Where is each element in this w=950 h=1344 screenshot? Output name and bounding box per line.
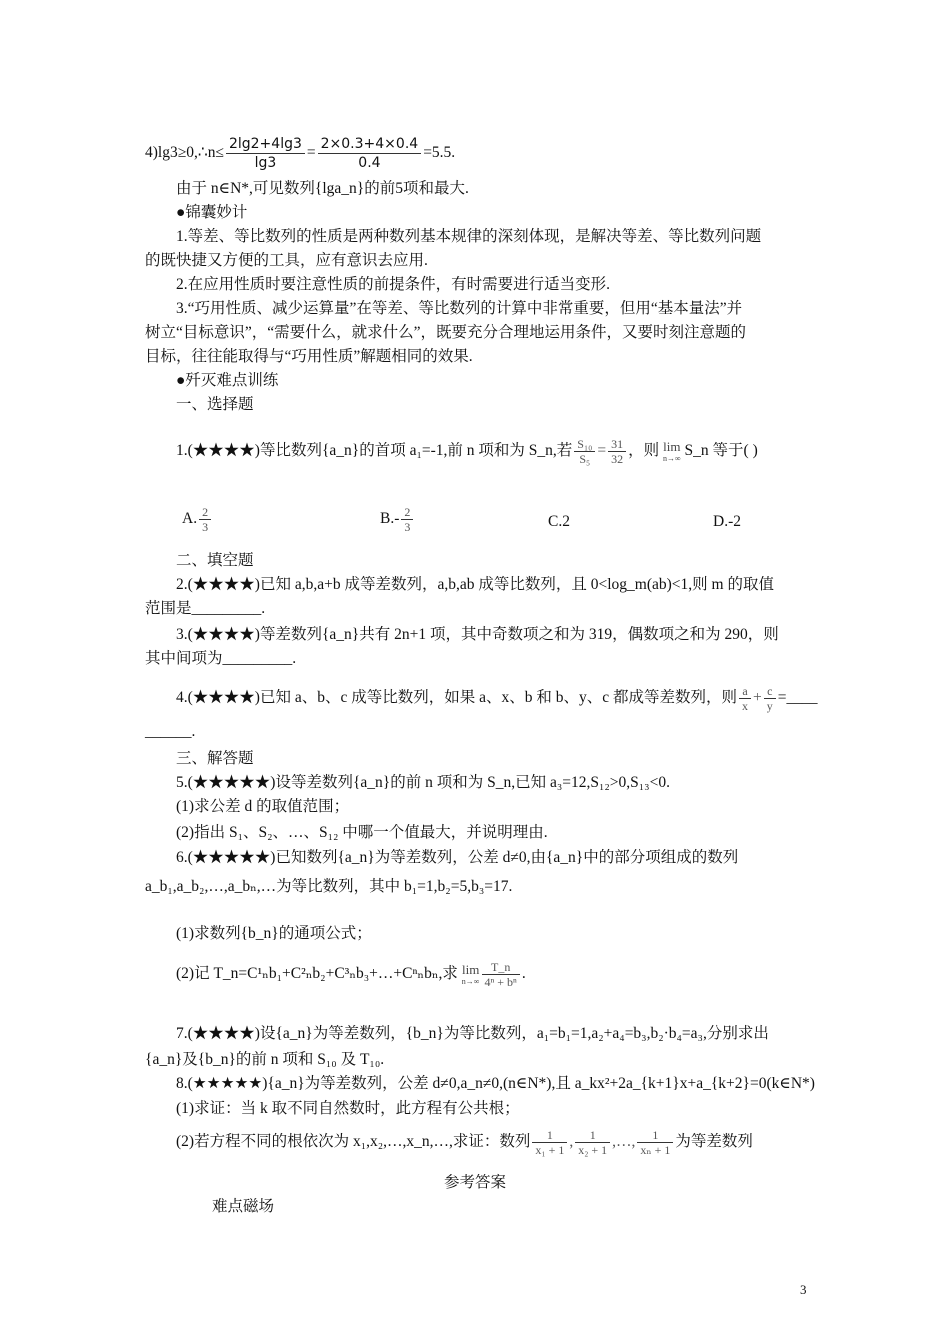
fraction	[637, 1128, 673, 1157]
question-5-part-2: (2)指出 S₁、S₂、…、S₁₂ 中哪一个值最大，并说明理由.	[176, 824, 548, 841]
question-6: 6.(★★★★★)已知数列{a_n}为等差数列，公差 d≠0,由{a_n}中的部分项组成的数列	[176, 849, 739, 866]
fraction	[199, 505, 211, 534]
question-5-part-1: (1)求公差 d 的取值范围；	[176, 798, 350, 815]
lim-subscript: n→∞	[461, 977, 480, 986]
question-2: 2.(★★★★)已知 a,b,a+b 成等差数列，a,b,ab 成等比数列，且 0<log_m(ab)<1,则 m 的取值	[176, 576, 774, 593]
option-a	[182, 505, 213, 534]
option-d: D.-2	[713, 513, 741, 530]
fraction-numerator: 2×0.3+4×0.4	[318, 135, 422, 154]
fraction-numerator: T_n	[482, 960, 520, 975]
text: 1.(★★★★)等比数列{a_n}的首项 a₁=-1,前 n 项和为 S_n,若	[176, 442, 573, 460]
question-8-part-2: (2)若方程不同的根依次为 x₁,x₂,…,x_n,…,求证：数列 $\frac{1}{\text{x₁ + 1}}$ , $\frac{1}{\text{x₂ + 1}}$ ,…, $\frac{1}{\text{xₙ + 1}}$ 为等差数列	[176, 1128, 753, 1157]
limit-operator	[462, 963, 480, 986]
question-8: 8.(★★★★★){a_n}为等差数列，公差 d≠0,a_n≠0,(n∈N*),且 a_kx²+2a_{k+1}x+a_{k+2}=0(k∈N*)	[176, 1075, 815, 1092]
fraction	[482, 960, 520, 989]
fraction-denominator: xₙ + 1	[640, 1143, 671, 1157]
fraction	[764, 684, 776, 713]
tip-1: 1.等差、等比数列的性质是两种数列基本规律的深刻体现，是解决等差、等比数列问题	[176, 228, 762, 245]
question-5: 5.(★★★★★)设等差数列{a_n}的前 n 项和为 S_n,已知 a₃=12,S₁₂>0,S₁₃<0.	[176, 774, 670, 791]
text: +	[752, 689, 762, 707]
page-number: 3	[800, 1282, 807, 1297]
answer-title: 参考答案	[444, 1174, 507, 1191]
option-label: B.-	[380, 510, 400, 528]
fraction	[401, 505, 413, 534]
question-7-cont: {a_n}及{b_n}的前 n 项和 S₁₀ 及 T₁₀.	[145, 1051, 385, 1068]
text: 4.(★★★★)已知 a、b、c 成等比数列，如果 a、x、b 和 b、y、c 都成等差数列，则	[176, 689, 737, 707]
fraction-numerator: 2	[401, 505, 413, 520]
text: 为等差数列	[675, 1133, 753, 1151]
option-b	[380, 505, 415, 534]
fraction-denominator: 4ⁿ + bⁿ	[484, 975, 517, 989]
text: ,…,	[612, 1133, 636, 1151]
limit-operator	[663, 440, 681, 463]
lim-text: lim	[461, 962, 480, 977]
text: =5.5.	[423, 144, 456, 162]
tip-3-cont: 树立“目标意识”，“需要什么，就求什么”，既要充分合理地运用条件，又要时刻注意题的	[145, 324, 747, 341]
question-6-cont: a_b₁,a_b₂,…,a_bₙ,…为等比数列，其中 b₁=1,b₂=5,b₃=17.	[145, 878, 513, 895]
fraction	[318, 135, 422, 172]
fraction-numerator: 1	[532, 1128, 567, 1143]
fraction	[739, 684, 751, 713]
fraction-denominator: x₂ + 1	[578, 1143, 608, 1157]
question-3-cont: 其中间项为_________.	[145, 650, 297, 667]
option-label: A.	[182, 510, 198, 528]
tip-3-cont: 目标，往往能取得与“巧用性质”解题相同的效果.	[145, 348, 473, 365]
text: S_n 等于( )	[684, 442, 758, 460]
section-choice: 一、选择题	[176, 396, 254, 413]
question-6-part-2	[176, 960, 526, 989]
text: 4)lg3≥0,∴n≤	[145, 144, 224, 162]
question-7: 7.(★★★★)设{a_n}为等差数列，{b_n}为等比数列，a₁=b₁=1,a₂+a₄=b₃,b₂·b₄=a₃,分别求出	[176, 1025, 769, 1042]
question-3: 3.(★★★★)等差数列{a_n}共有 2n+1 项，其中奇数项之和为 319，偶数项之和为 290，则	[176, 626, 779, 643]
question-1: 1.(★★★★)等比数列{a_n}的首项 a₁=-1,前 n 项和为 S_n,若 $\frac{\text{S₁₀}}{\text{S₅}}$ = $\frac{31}{32}$ ，则 lim n→∞ S_n 等于( )	[176, 437, 758, 466]
fraction	[608, 437, 626, 466]
fraction-numerator: c	[764, 684, 776, 699]
answer-section-heading: 难点磁场	[212, 1198, 275, 1215]
fraction	[226, 135, 305, 172]
section-heading-jinnang: ●锦囊妙计	[176, 204, 248, 221]
fraction-denominator: x	[741, 699, 748, 713]
option-c: C.2	[548, 513, 570, 530]
lim-text: lim	[663, 439, 681, 454]
tip-1-cont: 的既快捷又方便的工具，应有意识去应用.	[145, 252, 428, 269]
fraction	[532, 1128, 567, 1157]
fraction-denominator: S₅	[579, 452, 591, 466]
fraction	[575, 1128, 610, 1157]
fraction-numerator: S₁₀	[574, 437, 595, 452]
text: =____	[777, 689, 818, 707]
conclusion-line: 由于 n∈N*,可见数列{lga_n}的前5项和最大.	[176, 180, 469, 197]
tip-2: 2.在应用性质时要注意性质的前提条件，有时需要进行适当变形.	[176, 276, 611, 293]
section-answer: 三、解答题	[176, 750, 254, 767]
text: (2)记 T_n=C¹ₙb₁+C²ₙb₂+C³ₙb₃+…+Cⁿₙbₙ,求	[176, 965, 458, 983]
question-4	[176, 684, 817, 713]
solution-line-4	[145, 135, 455, 172]
section-fill: 二、填空题	[176, 552, 254, 569]
fraction-denominator: x₁ + 1	[535, 1143, 565, 1157]
question-4-cont: ______.	[145, 723, 196, 740]
lim-subscript: n→∞	[662, 454, 681, 463]
text: (2)若方程不同的根依次为 x₁,x₂,…,x_n,…,求证：数列	[176, 1133, 531, 1151]
fraction-numerator: 1	[637, 1128, 673, 1143]
text: .	[521, 965, 526, 983]
fraction-numerator: 1	[575, 1128, 610, 1143]
fraction-numerator: 31	[608, 437, 626, 452]
fraction-denominator: y	[766, 699, 773, 713]
section-heading-jianmie: ●歼灭难点训练	[176, 372, 279, 389]
fraction-numerator: 2lg2+4lg3	[226, 135, 305, 154]
question-8-part-1: (1)求证：当 k 取不同自然数时，此方程有公共根；	[176, 1100, 520, 1117]
fraction-denominator: 0.4	[358, 155, 381, 171]
fraction-denominator: 32	[611, 452, 624, 466]
text: ，则	[628, 442, 660, 460]
fraction-denominator: lg3	[254, 155, 277, 171]
fraction-denominator: 3	[202, 520, 209, 534]
fraction-numerator: 2	[199, 505, 211, 520]
fraction	[574, 437, 595, 466]
question-2-cont: 范围是_________.	[145, 600, 266, 617]
text: =	[306, 144, 316, 162]
fraction-numerator: a	[739, 684, 751, 699]
fraction-denominator: 3	[404, 520, 411, 534]
question-6-part-1: (1)求数列{b_n}的通项公式；	[176, 925, 372, 942]
tip-3: 3.“巧用性质、减少运算量”在等差、等比数列的计算中非常重要，但用“基本量法”并	[176, 300, 743, 317]
